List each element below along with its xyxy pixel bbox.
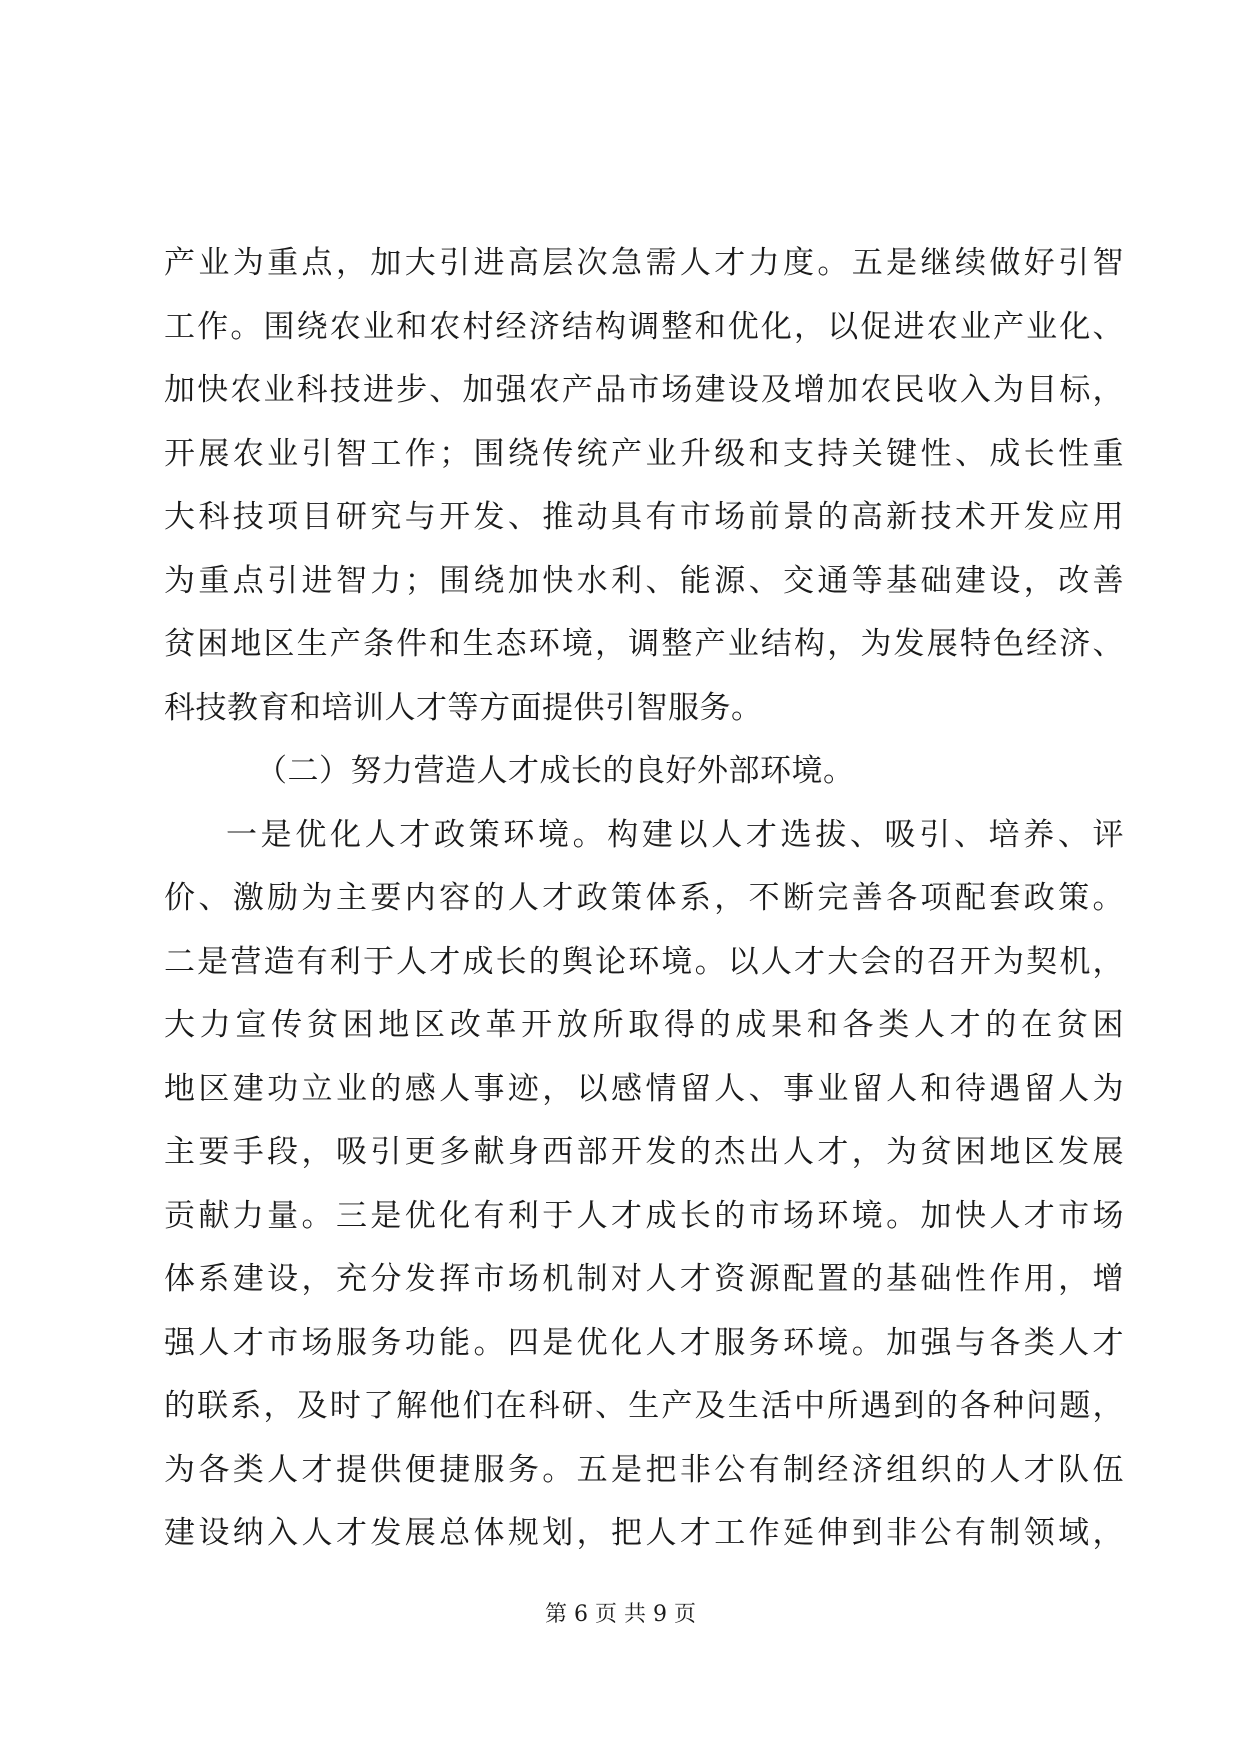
text-line: 建设纳入人才发展总体规划，把人才工作延伸到非公有制领域，	[164, 1515, 1124, 1551]
text-line: 的联系，及时了解他们在科研、生产及生活中所遇到的各种问题，	[164, 1388, 1124, 1424]
text-line: 体系建设，充分发挥市场机制对人才资源配置的基础性作用，增	[164, 1261, 1124, 1297]
text-line: 开展农业引智工作；围绕传统产业升级和支持关键性、成长性重	[164, 435, 1124, 472]
text-line: 价、激励为主要内容的人才政策体系，不断完善各项配套政策。	[164, 880, 1124, 916]
text-line: 主要手段，吸引更多献身西部开发的杰出人才，为贫困地区发展	[164, 1134, 1124, 1170]
text-line: 大科技项目研究与开发、推动具有市场前景的高新技术开发应用	[164, 499, 1124, 535]
body-text	[164, 232, 1124, 1566]
text-line: 加快农业科技进步、加强农产品市场建设及增加农民收入为目标，	[164, 372, 1124, 408]
text-line: 为重点引进智力；围绕加快水利、能源、交通等基础建设，改善	[164, 562, 1124, 599]
text-line: 科技教育和培训人才等方面提供引智服务。	[164, 689, 763, 726]
text-line: 强人才市场服务功能。四是优化人才服务环境。加强与各类人才	[164, 1324, 1124, 1361]
text-line: 二是营造有利于人才成长的舆论环境。以人才大会的召开为契机，	[164, 943, 1124, 980]
text-line: 地区建功立业的感人事迹，以感情留人、事业留人和待遇留人为	[164, 1070, 1124, 1107]
text-line: 为各类人才提供便捷服务。五是把非公有制经济组织的人才队伍	[164, 1451, 1124, 1488]
section-heading: （二）努力营造人才成长的良好外部环境。	[256, 753, 855, 789]
page-number-footer: 第 6 页 共 9 页	[545, 1602, 696, 1627]
text-line: 大力宣传贫困地区改革开放所取得的成果和各类人才的在贫困	[164, 1007, 1124, 1043]
text-line: 产业为重点，加大引进高层次急需人才力度。五是继续做好引智	[164, 245, 1124, 281]
text-line: 贡献力量。三是优化有利于人才成长的市场环境。加快人才市场	[164, 1197, 1124, 1234]
text-line: 一是优化人才政策环境。构建以人才选拔、吸引、培养、评	[226, 816, 1124, 853]
text-line: 工作。围绕农业和农村经济结构调整和优化，以促进农业产业化、	[164, 308, 1124, 345]
text-line: 贫困地区生产条件和生态环境，调整产业结构，为发展特色经济、	[164, 626, 1124, 662]
